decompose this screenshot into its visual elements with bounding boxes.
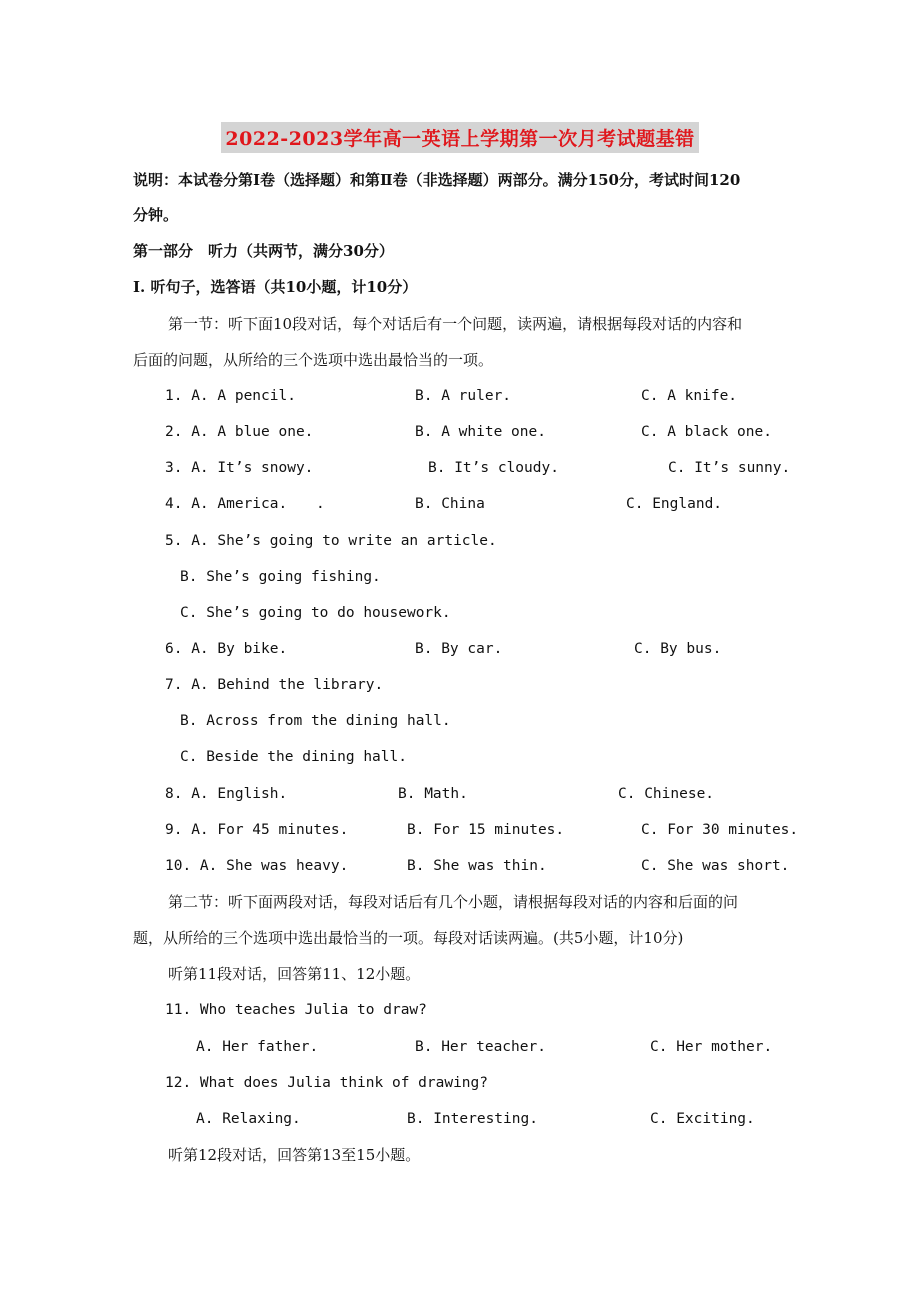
q4-option-b: B. China [415, 496, 485, 512]
q5-option-c: C. She’s going to do housework. [180, 605, 451, 621]
q6-option-a: 6. A. By bike. [165, 641, 288, 657]
q8-option-a: 8. A. English. [165, 786, 288, 802]
q3-option-b: B. It’s cloudy. [428, 460, 559, 476]
q12-option-b: B. Interesting. [407, 1111, 538, 1127]
q7-option-b: B. Across from the dining hall. [180, 713, 451, 729]
q1-option-a: 1. A. A pencil. [165, 388, 296, 404]
instructions-line-2: 分钟。 [133, 206, 179, 224]
title-text: 2022-2023学年高一英语上学期第一次月考试题基错 [221, 122, 698, 153]
q9-option-a: 9. A. For 45 minutes. [165, 822, 349, 838]
section-two-instructions-1: 第二节：听下面两段对话，每段对话后有几个小题，请根据每段对话的内容和后面的问 [168, 893, 739, 911]
q9-option-c: C. For 30 minutes. [641, 822, 799, 838]
page-title [0, 122, 920, 153]
q3-option-a: 3. A. It’s snowy. [165, 460, 314, 476]
q5-option-b: B. She’s going fishing. [180, 569, 381, 585]
q8-option-b: B. Math. [398, 786, 468, 802]
q4-stray-dot: . [316, 496, 325, 512]
q10-option-c: C. She was short. [641, 858, 790, 874]
q7-option-a: 7. A. Behind the library. [165, 677, 384, 693]
q11-option-c: C. Her mother. [650, 1039, 773, 1055]
instructions-line-1: 说明：本试卷分第Ⅰ卷（选择题）和第Ⅱ卷（非选择题）两部分。满分150分，考试时间120 [133, 171, 741, 189]
q1-option-c: C. A knife. [641, 388, 738, 404]
q1-option-b: B. A ruler. [415, 388, 512, 404]
section-one-instructions-1: 第一节：听下面10段对话，每个对话后有一个问题，读两遍，请根据每段对话的内容和 [168, 315, 743, 333]
q7-option-c: C. Beside the dining hall. [180, 749, 407, 765]
q12-option-a: A. Relaxing. [196, 1111, 301, 1127]
section-one-instructions-2: 后面的问题，从所给的三个选项中选出最恰当的一项。 [133, 351, 494, 369]
q12-stem: 12. What does Julia think of drawing? [165, 1075, 489, 1091]
q11-option-b: B. Her teacher. [415, 1039, 546, 1055]
q2-option-c: C. A black one. [641, 424, 772, 440]
q2-option-a: 2. A. A blue one. [165, 424, 314, 440]
q2-option-b: B. A white one. [415, 424, 546, 440]
q4-option-c: C. England. [626, 496, 723, 512]
q4-option-a: 4. A. America. [165, 496, 288, 512]
dialog-11-heading: 听第11段对话，回答第11、12小题。 [168, 965, 421, 983]
section-i-heading: I. 听句子，选答语（共10小题，计10分） [133, 278, 418, 296]
q8-option-c: C. Chinese. [618, 786, 715, 802]
q10-option-b: B. She was thin. [407, 858, 547, 874]
part-one-heading: 第一部分 听力（共两节，满分30分） [133, 242, 394, 260]
q11-option-a: A. Her father. [196, 1039, 319, 1055]
q12-option-c: C. Exciting. [650, 1111, 755, 1127]
q11-stem: 11. Who teaches Julia to draw? [165, 1002, 427, 1018]
dialog-12-heading: 听第12段对话，回答第13至15小题。 [168, 1146, 421, 1164]
q3-option-c: C. It’s sunny. [668, 460, 791, 476]
section-two-instructions-2: 题，从所给的三个选项中选出最恰当的一项。每段对话读两遍。(共5小题，计10分) [133, 929, 684, 947]
q6-option-b: B. By car. [415, 641, 503, 657]
q10-option-a: 10. A. She was heavy. [165, 858, 349, 874]
q5-option-a: 5. A. She’s going to write an article. [165, 533, 497, 549]
q6-option-c: C. By bus. [634, 641, 722, 657]
q9-option-b: B. For 15 minutes. [407, 822, 565, 838]
